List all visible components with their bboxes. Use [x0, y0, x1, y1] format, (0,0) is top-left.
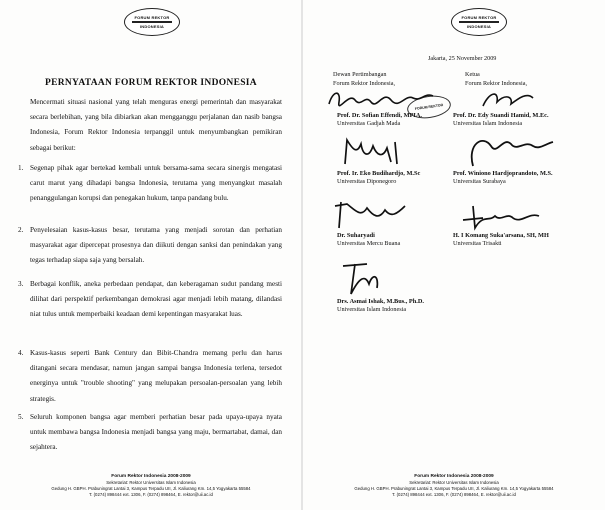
item-number: 3. — [18, 280, 24, 288]
footer — [303, 474, 605, 498]
signature-scribble — [321, 134, 421, 170]
statement-item — [18, 277, 282, 323]
role-line: Dewan Pertimbangan — [333, 71, 387, 78]
item-text: Berbagai konflik, aneka perbedaan pendapat, dan keberagaman sudut pandang mesti dilihat dari perspektif perkembangan demokrasi agar menjadi lebih matang, dilandasi niat tulus untuk memperbaiki keadaan demi kepentingan masyarakat luas. — [30, 280, 282, 319]
footer-line: Sekretariat: Rektor Universitas Islam Indonesia — [409, 480, 499, 485]
signatory-affiliation: Universitas Gadjah Mada — [337, 120, 401, 127]
statement-item — [18, 223, 282, 269]
logo-text-top: FORUM REKTOR — [461, 15, 497, 20]
footer-line: T. (0274) 898444 ext. 1306, F. (0274) 898464, E. rektor@uii.ac.id — [89, 492, 213, 497]
role-line: Forum Rektor Indonesia, — [465, 80, 528, 87]
intro-paragraph: Mencermati situasi nasional yang telah menguras energi pemerintah dan masyarakat secara berlebihan, yang bila dibiarkan akan mengganggu perjalanan dan nasib bangsa Indonesia, Forum Rektor Indonesia terpanggil untuk menyumbangkan pemikiran sebagai berikut: — [30, 98, 282, 152]
signatory-name: Prof. Winiono Hardjoprandoto, M.S. — [453, 170, 553, 177]
role-line: Forum Rektor Indonesia, — [333, 80, 396, 87]
signatory-block — [321, 134, 461, 186]
signatory-affiliation: Universitas Mercu Buana — [337, 240, 401, 247]
item-number: 5. — [18, 413, 24, 421]
logo-text-top: FORUM REKTOR — [134, 15, 170, 20]
statement-item — [18, 410, 282, 456]
signature-scribble — [321, 196, 431, 232]
item-text: Seluruh komponen bangsa agar memberi perhatian besar pada upaya-upaya nyata untuk membawa bangsa Indonesia menjadi bangsa yang maju, bermartabat, damai, dan sejahtera. — [30, 413, 282, 452]
signature-scribble — [321, 258, 421, 298]
statement-item — [18, 346, 282, 407]
signatory-name: Drs. Asmai Ishak, M.Bus., Ph.D. — [337, 298, 424, 305]
item-number: 2. — [18, 226, 24, 234]
signatory-affiliation: Universitas Surabaya — [453, 178, 506, 185]
logo-text-bottom: INDONESIA — [139, 24, 165, 29]
signatory-block — [321, 196, 461, 248]
statement-item — [18, 161, 282, 207]
logo-text-bottom: INDONESIA — [466, 24, 492, 29]
footer-line: Gedung H. GBPH. Prabuningrat Lantai 3, Kampus Terpadu UII, Jl. Kaliurang Km. 14,5 Yogyakarta 55584 — [51, 486, 251, 491]
forum-logo — [451, 8, 507, 36]
signatory-block — [321, 86, 461, 128]
page-title: PERNYATAAN FORUM REKTOR INDONESIA — [45, 78, 257, 88]
signatory-affiliation: Universitas Islam Indonesia — [337, 306, 407, 313]
signatory-block — [453, 130, 593, 186]
footer-title: Forum Rektor Indonesia 2008-2009 — [414, 474, 494, 479]
signatory-name: Dr. Suharyadi — [337, 232, 375, 239]
forum-logo — [124, 8, 180, 36]
item-text: Penyelesaian kasus-kasus besar, terutama yang menjadi sorotan dan perhatian masyarakat agar dipercepat prosesnya dan diikuti dengan sanksi dan penindakan yang tegas terhadap siapa saja yang bersalah. — [30, 226, 282, 265]
signatory-name: H. I Komang Suka'arsana, SH, MH — [453, 232, 549, 239]
item-number: 1. — [18, 164, 24, 172]
signatory-affiliation: Universitas Islam Indonesia — [453, 120, 523, 127]
footer-line: Gedung H. GBPH. Prabuningrat Lantai 3, Kampus Terpadu UII, Jl. Kaliurang Km. 14,5 Yogyakarta 55584 — [354, 486, 554, 491]
signatory-block — [453, 198, 593, 248]
signature-scribble — [453, 130, 563, 170]
signatory-name: Prof. Ir. Eko Budihardjo, M.Sc — [337, 170, 421, 177]
signatory-affiliation: Universitas Trisakti — [453, 240, 502, 247]
signatory-affiliation: Universitas Diponegoro — [337, 178, 397, 185]
statement-page — [0, 0, 302, 510]
official-stamp: FORUM REKTOR — [406, 93, 453, 121]
item-text: Segenap pihak agar bertekad kembali untuk bersama-sama secara sinergis mengatasi carut marut yang dihadapi bangsa Indonesia, terutama yang menyangkut masalah penanggulangan korupsi dan penegakan hukum, tanpa pandang bulu. — [30, 164, 282, 203]
document-date: Jakarta, 25 November 2009 — [428, 55, 497, 62]
signatory-block — [321, 258, 461, 314]
footer-title: Forum Rektor Indonesia 2008-2009 — [111, 474, 191, 479]
role-line: Ketua — [465, 71, 480, 78]
footer — [0, 474, 302, 498]
footer-line: Sekretariat: Rektor Universitas Islam Indonesia — [106, 480, 196, 485]
footer-line: T. (0274) 898444 ext. 1306, F. (0274) 898464, E. rektor@uii.ac.id — [392, 492, 516, 497]
signatory-name: Prof. Dr. Edy Suandi Hamid, M.Ec. — [453, 112, 549, 119]
signatory-name: Prof. Dr. Sofian Effendi, MPIA. — [337, 112, 423, 119]
item-text: Kasus-kasus seperti Bank Century dan Bibit-Chandra memang perlu dan harus ditangani secara mendasar, namun jangan sampai bangsa Indonesia terlena, tersedot energinya untuk "trouble shooting" yang melupakan persoalan-persoalan yang lebih strategis. — [30, 349, 282, 403]
signatory-block — [453, 86, 593, 128]
signature-page — [303, 0, 605, 510]
item-number: 4. — [18, 349, 24, 357]
signature-scribble — [453, 198, 563, 232]
signature-scribble — [321, 86, 441, 112]
signature-scribble — [453, 86, 553, 112]
